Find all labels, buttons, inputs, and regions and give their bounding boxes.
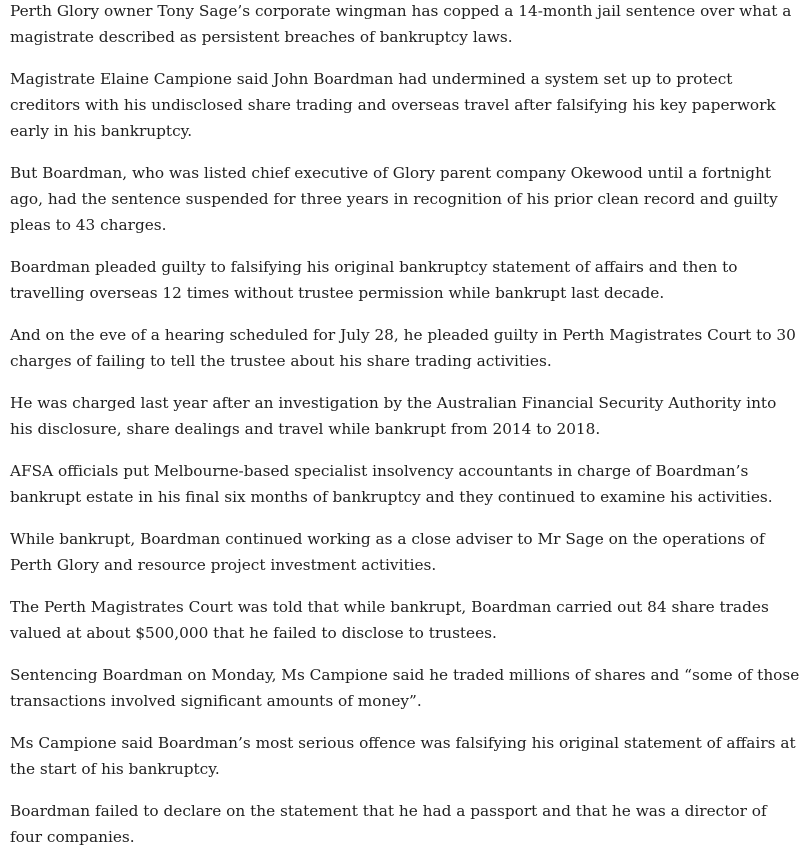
article-paragraph: Perth Glory owner Tony Sage’s corporate wingman has copped a 14-month jail sentence over what a magistrate described as persistent breaches of bankruptcy laws. <box>10 2 792 46</box>
article-paragraph: Boardman failed to declare on the statement that he had a passport and that he was a director of four companies. <box>10 802 767 846</box>
article-paragraph: And on the eve of a hearing scheduled for July 28, he pleaded guilty in Perth Magistrates Court to 30 charges of failing to tell the trustee about his share trading activities. <box>10 326 796 370</box>
article-paragraph: Magistrate Elaine Campione said John Boardman had undermined a system set up to protect creditors with his undisclosed share trading and overseas travel after falsifying his key paperwork early in his bankruptcy. <box>10 70 776 140</box>
article-paragraph: The Perth Magistrates Court was told that while bankrupt, Boardman carried out 84 share trades valued at about $500,000 that he failed to disclose to trustees. <box>10 598 769 642</box>
article-paragraph: While bankrupt, Boardman continued working as a close adviser to Mr Sage on the operations of Perth Glory and resource project investment activities. <box>10 530 765 574</box>
article-paragraph: AFSA officials put Melbourne-based specialist insolvency accountants in charge of Boardman’s bankrupt estate in his final six months of bankruptcy and they continued to examine his activities. <box>10 462 773 506</box>
article-paragraph: But Boardman, who was listed chief executive of Glory parent company Okewood until a fortnight ago, had the sentence suspended for three years in recognition of his prior clean record and guilty pleas to 43 charges. <box>10 164 778 234</box>
article-paragraph: He was charged last year after an investigation by the Australian Financial Security Authority into his disclosure, share dealings and travel while bankrupt from 2014 to 2018. <box>10 394 777 438</box>
article-paragraph: Boardman pleaded guilty to falsifying his original bankruptcy statement of affairs and then to travelling overseas 12 times without trustee permission while bankrupt last decade. <box>10 258 738 302</box>
article-paragraph: Sentencing Boardman on Monday, Ms Campione said he traded millions of shares and “some of those transactions involved significant amounts of money”. <box>10 666 800 710</box>
article-paragraph: Ms Campione said Boardman’s most serious offence was falsifying his original statement of affairs at the start of his bankruptcy. <box>10 734 796 778</box>
